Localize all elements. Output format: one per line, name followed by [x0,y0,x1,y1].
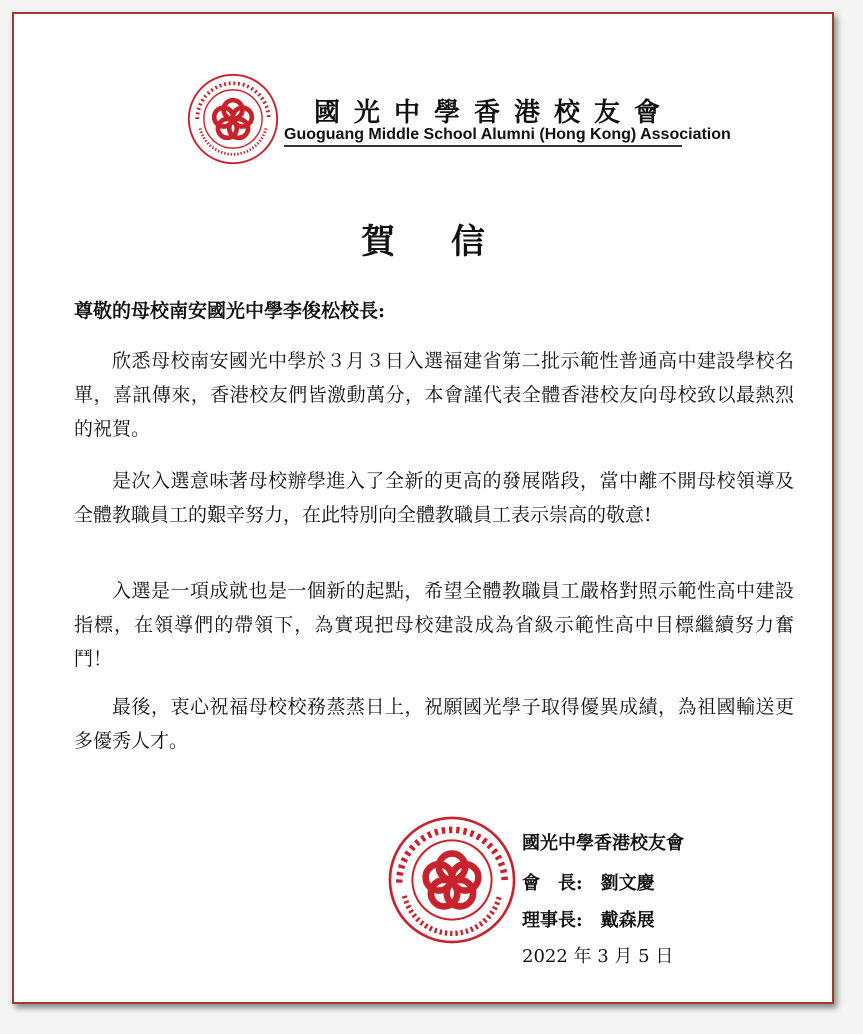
signature-org: 國光中學香港校友會 [522,833,684,854]
paragraph-3: 入選是一項成就也是一個新的起點，希望全體教職員工嚴格對照示範性高中建設指標，在領導們的帶領下，為實現把母校建設成為省級示範性高中目標繼續努力奮鬥！ [74,580,794,670]
org-name-chinese: 國光中學香港校友會 [314,98,675,128]
paragraph-1: 欣悉母校南安國光中學於３月３日入選福建省第二批示範性普通高中建設學校名單，喜訊傳來，香港校友們皆激動萬分，本會謹代表全體香港校友向母校致以最熱烈的祝賀。 [74,350,794,440]
paragraph-2: 是次入選意味著母校辦學進入了全新的更高的發展階段，當中離不開母校領導及全體教職員工的艱辛努力，在此特別向全體教職員工表示崇高的敬意! [74,470,794,526]
header-underline [284,145,682,147]
letter-page [12,12,834,1004]
paragraph-4: 最後，衷心祝福母校校務蒸蒸日上，祝願國光學子取得優異成績，為祖國輸送更多優秀人才。 [74,696,794,752]
alumni-association-logo [186,72,280,166]
alumni-association-seal [386,814,518,946]
letter-title: 賀 信 [361,222,507,262]
letter-date: 2022 年 3 月 5 日 [522,946,674,967]
signature-chairman: 理事長: 戴森展 [522,910,655,931]
org-name-english: Guoguang Middle School Alumni (Hong Kong) Association [284,126,731,143]
signature-president: 會 長: 劉文慶 [522,873,655,894]
salutation: 尊敬的母校南安國光中學李俊松校長: [74,300,386,322]
